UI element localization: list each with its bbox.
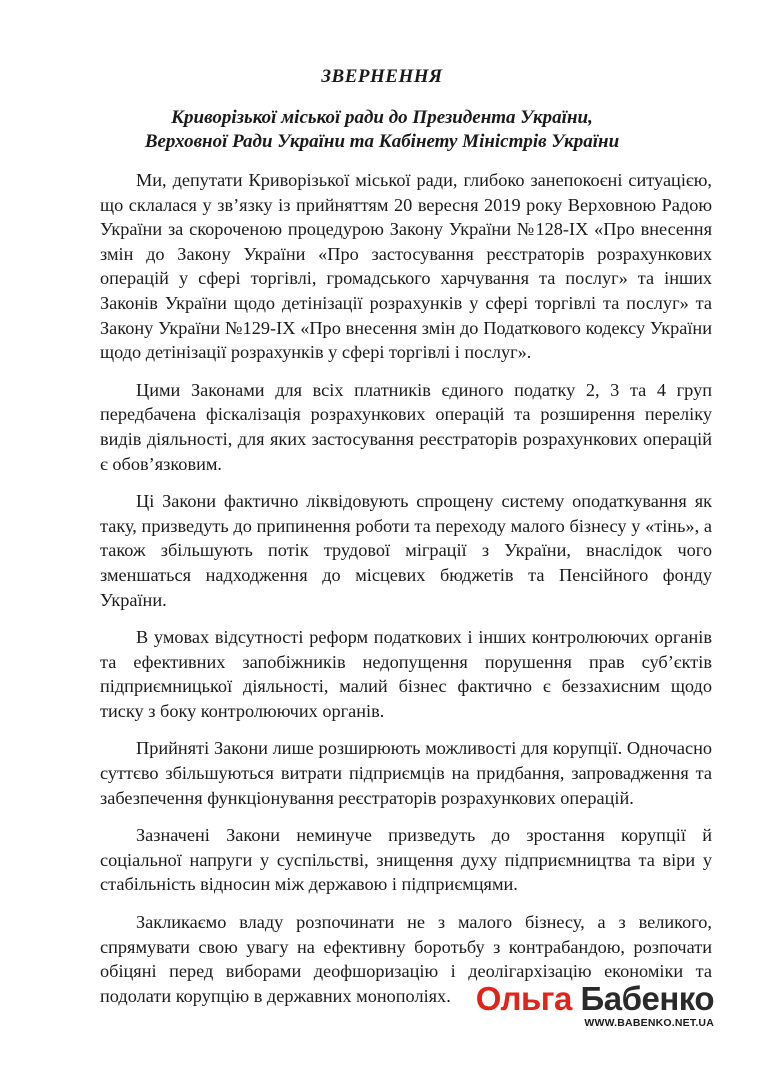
paragraph: Закликаємо владу розпочинати не з малого бізнесу, а з великого, спрямувати свою увагу на ефективну боротьбу з контрабандою, розпочати обіцяні перед виборами деофшоризацію і деолігархізацію економіки та подолати корупцію в державних монополіях. (100, 912, 712, 1006)
paragraph: Ми, депутати Криворізької міської ради, глибоко занепокоєні ситуацією, що склалася у зв’язку із прийняттям 20 вересня 2019 року Верховною Радою України за скороченою процедурою Закону України №128-IX «Про внесення змін до Закону України «Про застосування реєстраторів розрахункових операцій у сфері торгівлі, громадського харчування та послуг» та інших Законів України щодо детінізації розрахунків у сфері торгівлі та послуг» та Закону України №129-IX «Про внесення змін до Податкового кодексу України щодо детінізації розрахунків у сфері торгівлі і послуг». (100, 170, 712, 363)
watermark-website: WWW.BABENKO.NET.UA (584, 1017, 714, 1029)
watermark-logo (476, 980, 714, 1018)
logo-last-name: Бабенко (580, 980, 714, 1017)
document-body (100, 168, 712, 1021)
paragraph: Зазначені Закони неминуче призведуть до зростання корупції й соціальної напруги у суспільстві, знищення духу підприємництва та віри у стабільність відносин між державою і підприємцями. (100, 825, 712, 895)
logo-first-name: Ольга (475, 980, 572, 1017)
paragraph: Прийняті Закони лише розширюють можливості для корупції. Одночасно суттєво збільшуються витрати підприємців на придбання, запровадження та забезпечення функціонування реєстраторів розрахункових операцій. (100, 738, 712, 808)
paragraph: Цими Законами для всіх платників єдиного податку 2, 3 та 4 груп передбачена фіскалізація розрахункових операцій та розширення переліку видів діяльності, для яких застосування реєстраторів розрахункових операцій є обов’язковим. (100, 379, 712, 474)
paragraph: Ці Закони фактично ліквідовують спрощену систему оподаткування як таку, призведуть до припинення роботи та переходу малого бізнесу у «тінь», а також збільшують потік трудової міграції з України, внаслідок чого зменшаться надходження до місцевих бюджетів та Пенсійного фонду України. (100, 491, 712, 610)
document-title: ЗВЕРНЕННЯ (321, 66, 443, 87)
document-subtitle-line2: Верховної Ради України та Кабінету Міністрів України (144, 131, 620, 152)
document-subtitle-line1: Криворізької міської ради до Президента України, (171, 107, 593, 128)
paragraph: В умовах відсутності реформ податкових і інших контролюючих органів та ефективних запобіжників недопущення порушення прав суб’єктів підприємницької діяльності, малий бізнес фактично є беззахисним щодо тиску з боку контролюючих органів. (100, 627, 712, 721)
